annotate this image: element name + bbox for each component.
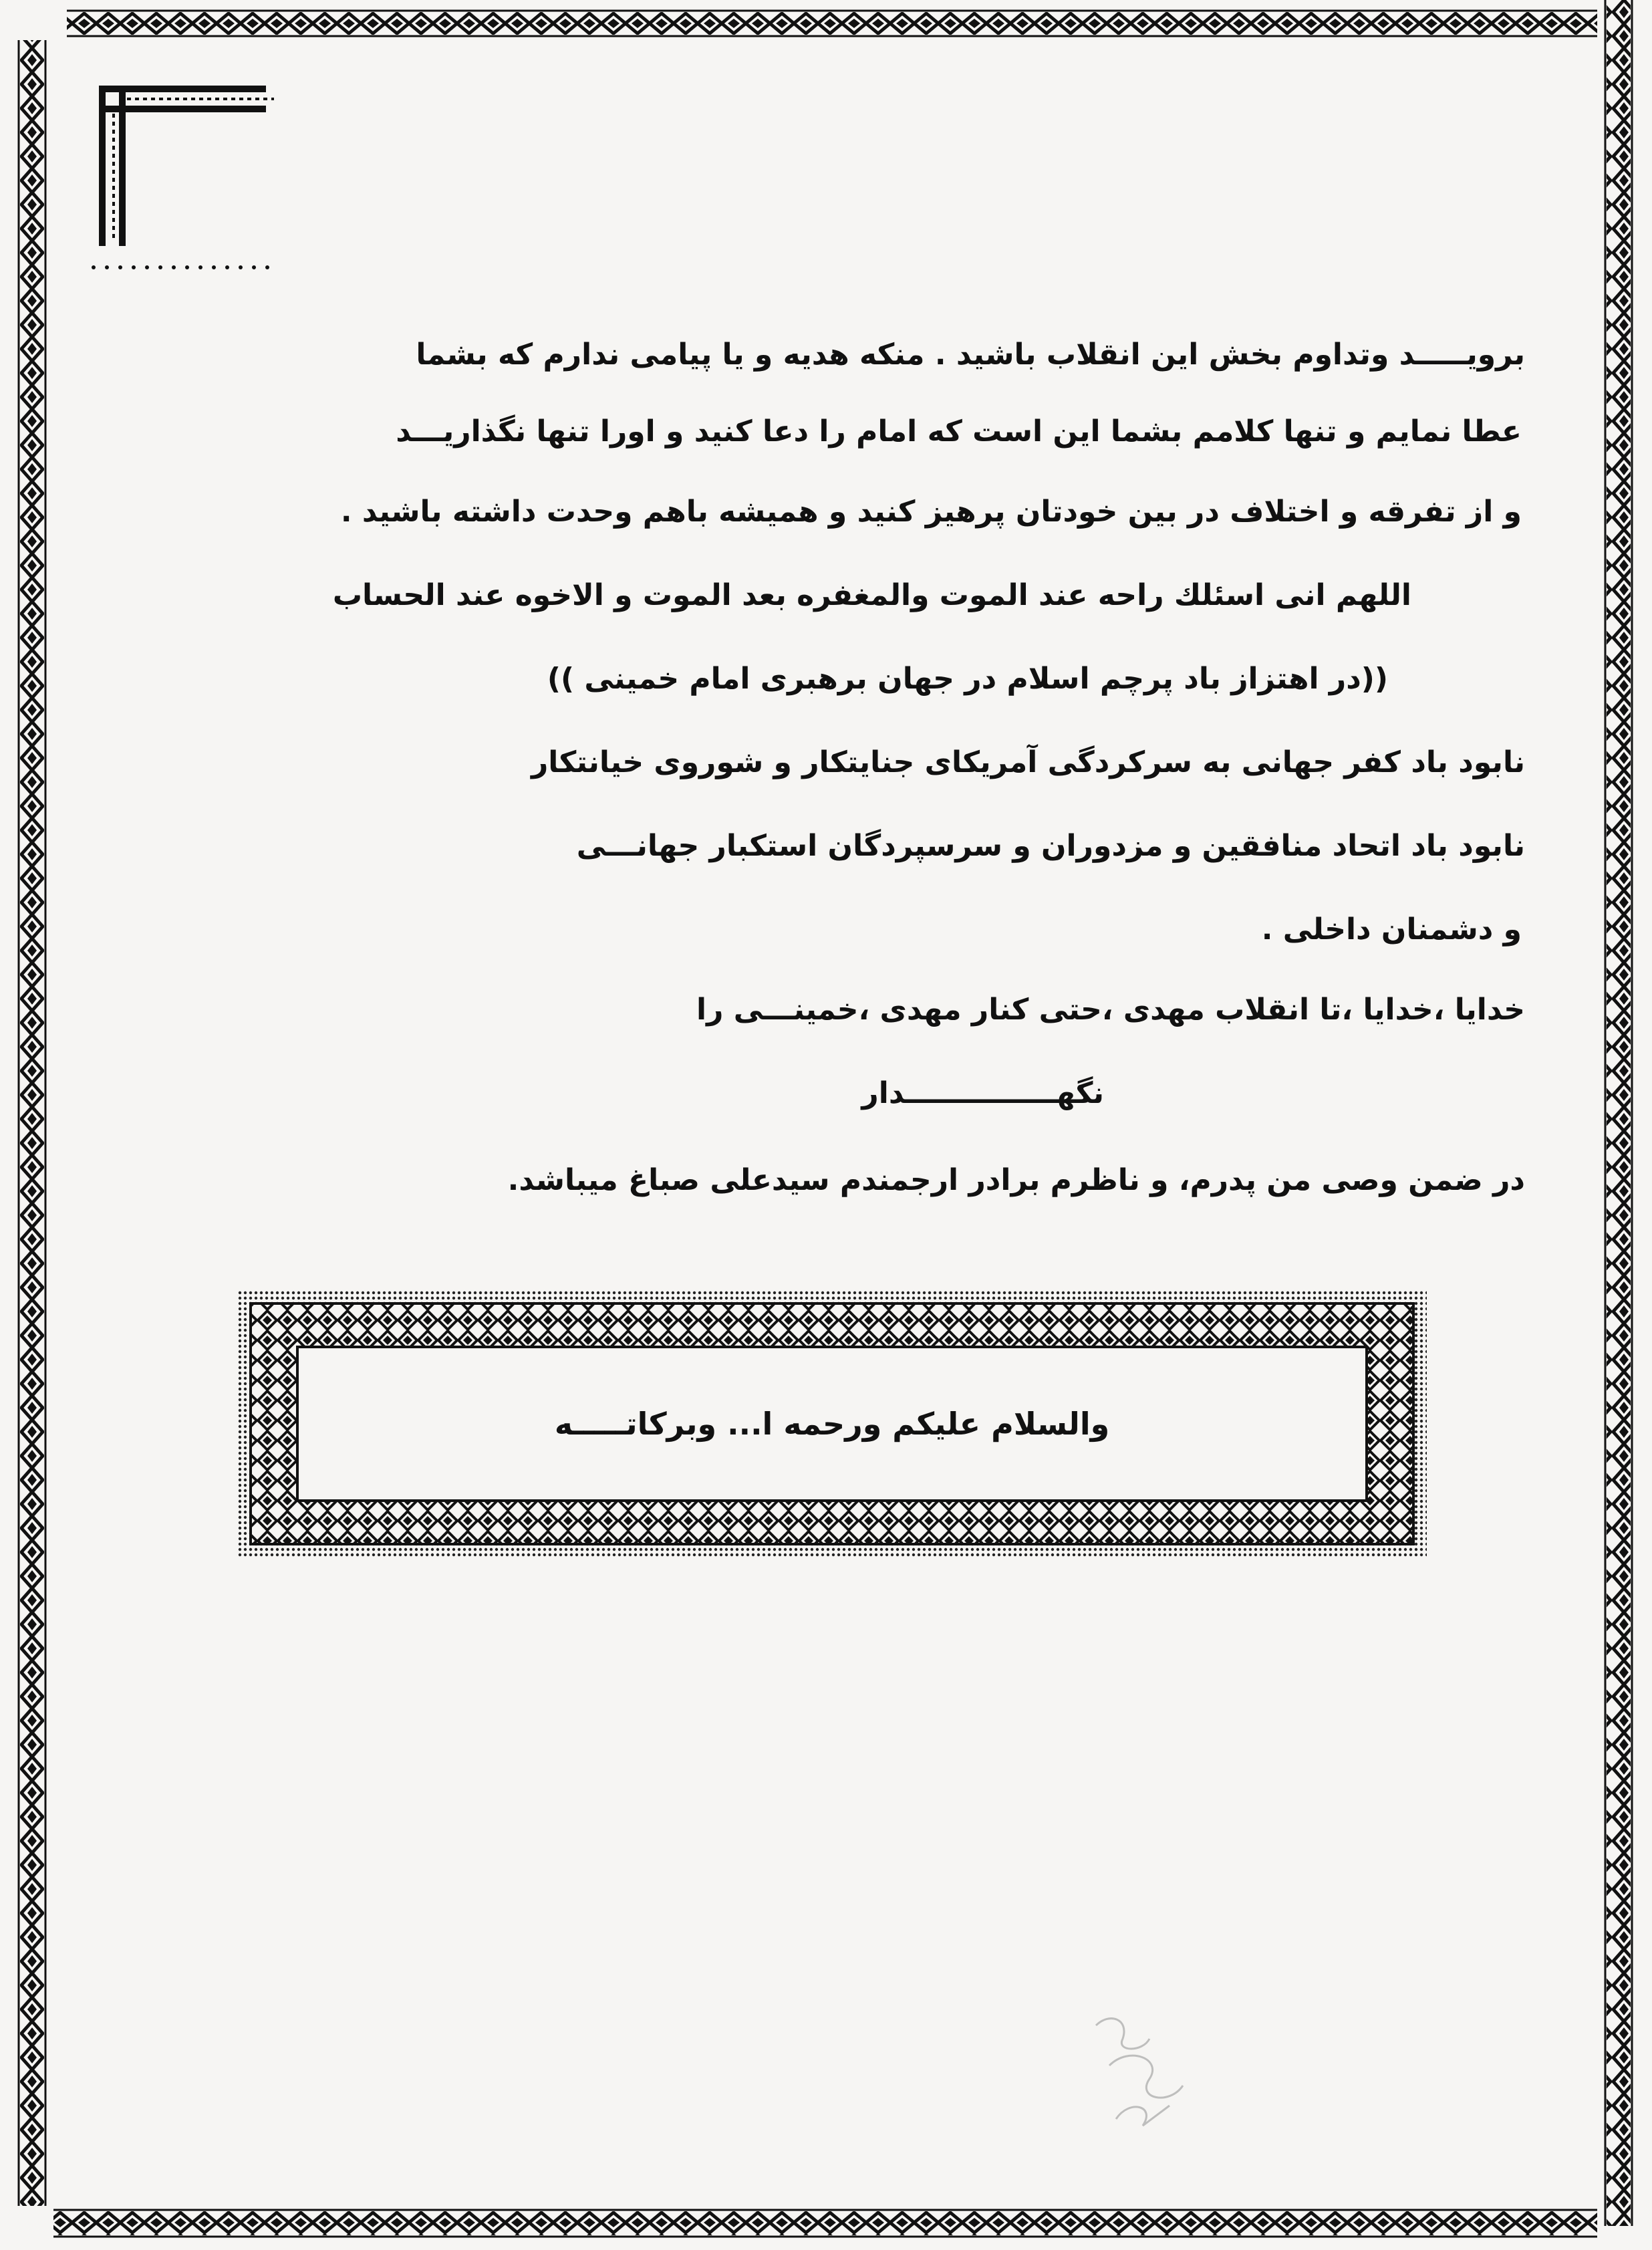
body-line-10: نگهـــــــــــــــدار xyxy=(861,1076,1104,1110)
body-line-prayer: اللهم انی اسئلك راحه عند الموت والمغفره بعد الموت و الاخوه عند الحساب xyxy=(332,578,1411,612)
ornamental-border-bottom xyxy=(0,2199,1652,2250)
body-line-6: نابود باد کفر جهانی به سرکردگی آمریکای جنایتکار و شوروی خیانتکار xyxy=(531,745,1525,779)
body-line-2: عطا نمایم و تنها کلامم بشما این است که امام را دعا کنید و اورا تنها نگذاریـــد xyxy=(396,414,1522,449)
ornamental-border-left xyxy=(0,0,56,2250)
pencil-annotation xyxy=(1069,2005,1230,2139)
body-line-1: برویـــــد وتداوم بخش این انقلاب باشید . منکه هدیه و یا پیامی ندارم که بشما xyxy=(416,338,1525,372)
body-line-9: خدایا ،خدایا ،تا انقلاب مهدی ،حتی کنار مهدی ،خمینـــی را xyxy=(696,993,1525,1027)
body-line-8: و دشمنان داخلی . xyxy=(1261,912,1522,947)
closing-salutation: والسلام علیکم ورحمه ا... وبرکاتـــــه xyxy=(554,1406,1110,1442)
body-line-executor: در ضمن وصی من پدرم، و ناظرم برادر ارجمندم سیدعلی صباغ میباشد. xyxy=(507,1163,1525,1197)
body-line-3: و از تفرقه و اختلاف در بین خودتان پرهیز کنید و همیشه باهم وحدت داشته باشید . xyxy=(340,495,1522,529)
corner-ornament xyxy=(87,74,287,287)
body-line-slogan: ((در اهتزاز باد پرچم اسلام در جهان برهبری امام خمینی )) xyxy=(547,662,1388,696)
ornamental-border-right xyxy=(1592,0,1652,2250)
ornamental-border-top xyxy=(0,0,1652,48)
body-line-7: نابود باد اتحاد منافقین و مزدوران و سرسپردگان استکبار جهانـــی xyxy=(576,829,1525,863)
